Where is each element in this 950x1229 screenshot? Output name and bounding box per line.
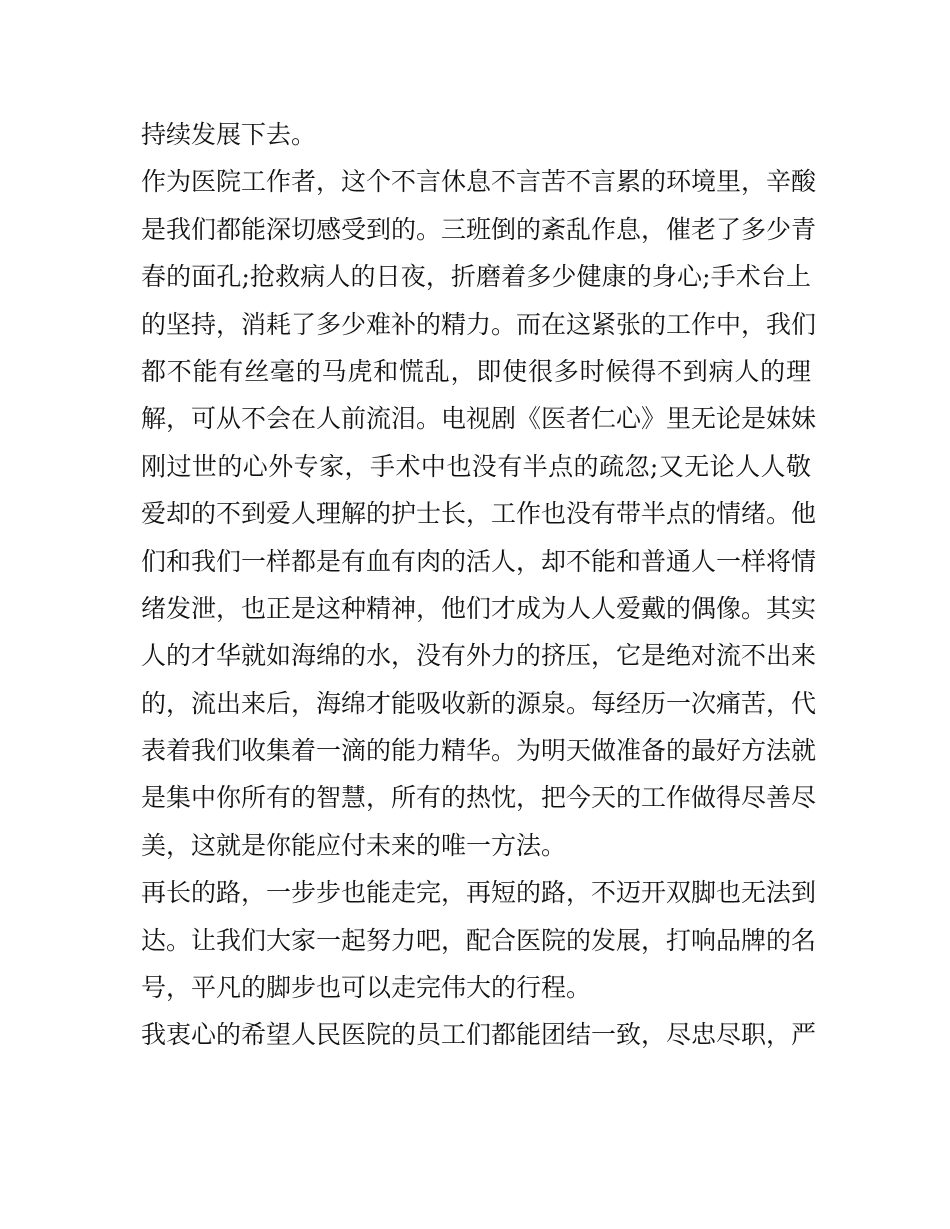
- text-line: 爱却的不到爱人理解的护士长，工作也没有带半点的情绪。他: [141, 499, 817, 529]
- text-line: 我衷心的希望人民医院的员工们都能团结一致，尽忠尽职，严: [141, 1020, 817, 1050]
- text-line: 美，这就是你能应付未来的唯一方法。: [141, 830, 567, 860]
- text-line: 都不能有丝毫的马虎和慌乱，即使很多时候得不到病人的理: [141, 356, 811, 386]
- text-line: 再长的路，一步步也能走完，再短的路，不迈开双脚也无法到: [141, 878, 817, 908]
- document-body: [141, 111, 817, 1059]
- text-line: 的坚持，消耗了多少难补的精力。而在这紧张的工作中，我们: [141, 309, 817, 339]
- text-line: 持续发展下去。: [141, 120, 317, 149]
- text-line: 的，流出来后，海绵才能吸收新的源泉。每经历一次痛苦，代: [141, 688, 817, 718]
- text-line: 解，可从不会在人前流泪。电视剧《医者仁心》里无论是妹妹: [141, 404, 817, 434]
- text-line: 绪发泄，也正是这种精神，他们才成为人人爱戴的偶像。其实: [141, 593, 817, 623]
- text-line: 春的面孔;抢救病人的日夜，折磨着多少健康的身心;手术台上: [141, 262, 811, 292]
- paragraph-1: [141, 111, 811, 158]
- paragraph-3: [141, 869, 817, 1011]
- paragraph-2: [141, 158, 817, 869]
- paragraph-4: [141, 1011, 817, 1058]
- text-line: 人的才华就如海绵的水，没有外力的挤压，它是绝对流不出来: [141, 641, 817, 671]
- text-line: 刚过世的心外专家，手术中也没有半点的疏忽;又无论人人敬: [141, 451, 811, 481]
- text-line: 作为医院工作者，这个不言休息不言苦不言累的环境里，辛酸: [141, 167, 817, 197]
- text-line: 们和我们一样都是有血有肉的活人，却不能和普通人一样将情: [141, 546, 817, 576]
- text-line: 是集中你所有的智慧，所有的热忱，把今天的工作做得尽善尽: [141, 783, 817, 813]
- text-line: 达。让我们大家一起努力吧，配合医院的发展，打响品牌的名: [141, 925, 817, 955]
- text-line: 表着我们收集着一滴的能力精华。为明天做准备的最好方法就: [141, 736, 817, 766]
- text-line: 是我们都能深切感受到的。三班倒的紊乱作息，催老了多少青: [141, 214, 817, 244]
- text-line: 号，平凡的脚步也可以走完伟大的行程。: [141, 973, 592, 1003]
